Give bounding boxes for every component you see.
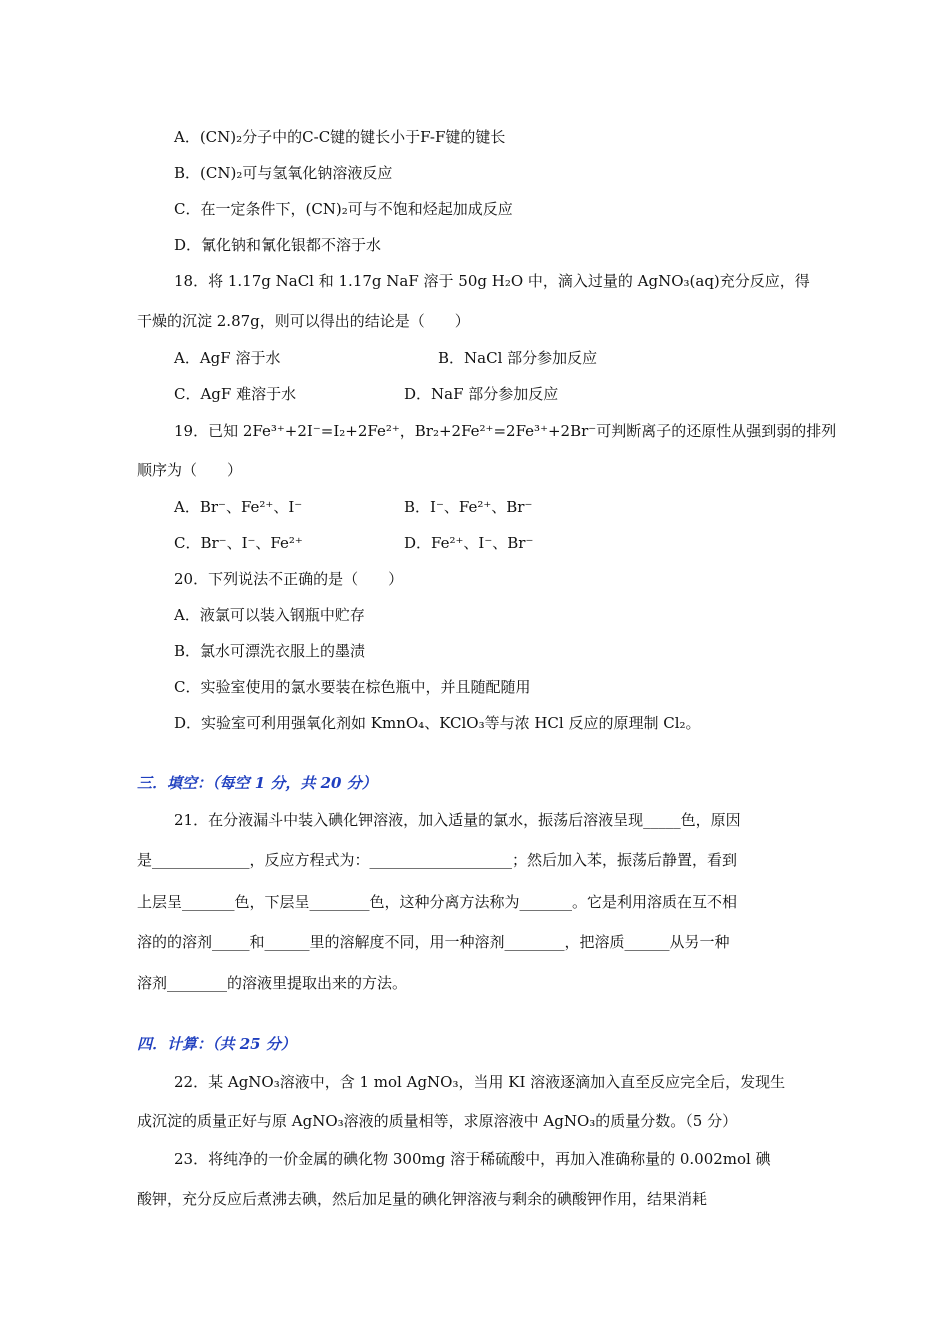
- q22-line1: 22．某 AgNO₃溶液中，含 1 mol AgNO₃，当用 KI 溶液逐滴加入直至反应完全后，发现生: [174, 1073, 786, 1091]
- q21-line2: 是_____________，反应方程式为：___________________；然后加入苯，振荡后静置，看到: [137, 851, 738, 869]
- q19-option-d: D．Fe²⁺、I⁻、Br⁻: [404, 534, 534, 552]
- q20-option-b: B．氯水可漂洗衣服上的墨渍: [174, 642, 366, 660]
- q19-stem-line2: 顺序为（ ）: [137, 461, 243, 479]
- q17-option-c: C．在一定条件下，(CN)₂可与不饱和烃起加成反应: [174, 200, 513, 218]
- q18-option-a: A．AgF 溶于水: [174, 349, 281, 367]
- q18-option-b: B．NaCl 部分参加反应: [438, 349, 598, 367]
- q19-option-b: B．I⁻、Fe²⁺、Br⁻: [404, 498, 533, 516]
- q21-line1: 21．在分液漏斗中装入碘化钾溶液，加入适量的氯水，振荡后溶液呈现_____色，原因: [174, 811, 741, 829]
- q23-line2: 酸钾，充分反应后煮沸去碘，然后加足量的碘化钾溶液与剩余的碘酸钾作用，结果消耗: [137, 1190, 708, 1208]
- q20-option-a: A．液氯可以装入钢瓶中贮存: [174, 606, 365, 624]
- q21-line3: 上层呈_______色，下层呈________色，这种分离方法称为_______。它是利用溶质在互不相: [137, 893, 738, 911]
- q22-line2: 成沉淀的质量正好与原 AgNO₃溶液的质量相等，求原溶液中 AgNO₃的质量分数。（5 分）: [137, 1112, 738, 1130]
- q20-option-c: C．实验室使用的氯水要装在棕色瓶中，并且随配随用: [174, 678, 531, 696]
- section-4-heading: 四．计算：（共 25 分）: [137, 1035, 296, 1053]
- q20-stem: 20．下列说法不正确的是（ ）: [174, 570, 404, 588]
- q23-line1: 23．将纯净的一价金属的碘化物 300mg 溶于稀硫酸中，再加入准确称量的 0.002mol 碘: [174, 1150, 771, 1168]
- q17-option-d: D．氰化钠和氰化银都不溶于水: [174, 236, 382, 254]
- q21-line5: 溶剂________的溶液里提取出来的方法。: [137, 974, 408, 992]
- q17-option-a: A．(CN)₂分子中的C-C键的键长小于F-F键的键长: [174, 128, 506, 146]
- q18-stem-line1: 18．将 1.17g NaCl 和 1.17g NaF 溶于 50g H₂O 中，滴入过量的 AgNO₃(aq)充分反应，得: [174, 272, 810, 290]
- q18-option-c: C．AgF 难溶于水: [174, 385, 297, 403]
- q19-option-c: C．Br⁻、I⁻、Fe²⁺: [174, 534, 303, 552]
- q17-option-b: B．(CN)₂可与氢氧化钠溶液反应: [174, 164, 393, 182]
- q19-option-a: A．Br⁻、Fe²⁺、I⁻: [174, 498, 303, 516]
- q18-option-d: D．NaF 部分参加反应: [404, 385, 559, 403]
- q18-stem-line2: 干燥的沉淀 2.87g，则可以得出的结论是（ ）: [137, 312, 470, 330]
- q20-option-d: D．实验室可利用强氧化剂如 KmnO₄、KClO₃等与浓 HCl 反应的原理制 Cl₂。: [174, 714, 701, 732]
- section-3-heading: 三．填空：（每空 1 分，共 20 分）: [137, 774, 377, 792]
- q21-line4: 溶的的溶剂_____和______里的溶解度不同，用一种溶剂________，把溶质______从另一种: [137, 933, 730, 951]
- q19-stem-line1: 19．已知 2Fe³⁺+2I⁻=I₂+2Fe²⁺，Br₂+2Fe²⁺=2Fe³⁺+2Br⁻可判断离子的还原性从强到弱的排列: [174, 422, 837, 440]
